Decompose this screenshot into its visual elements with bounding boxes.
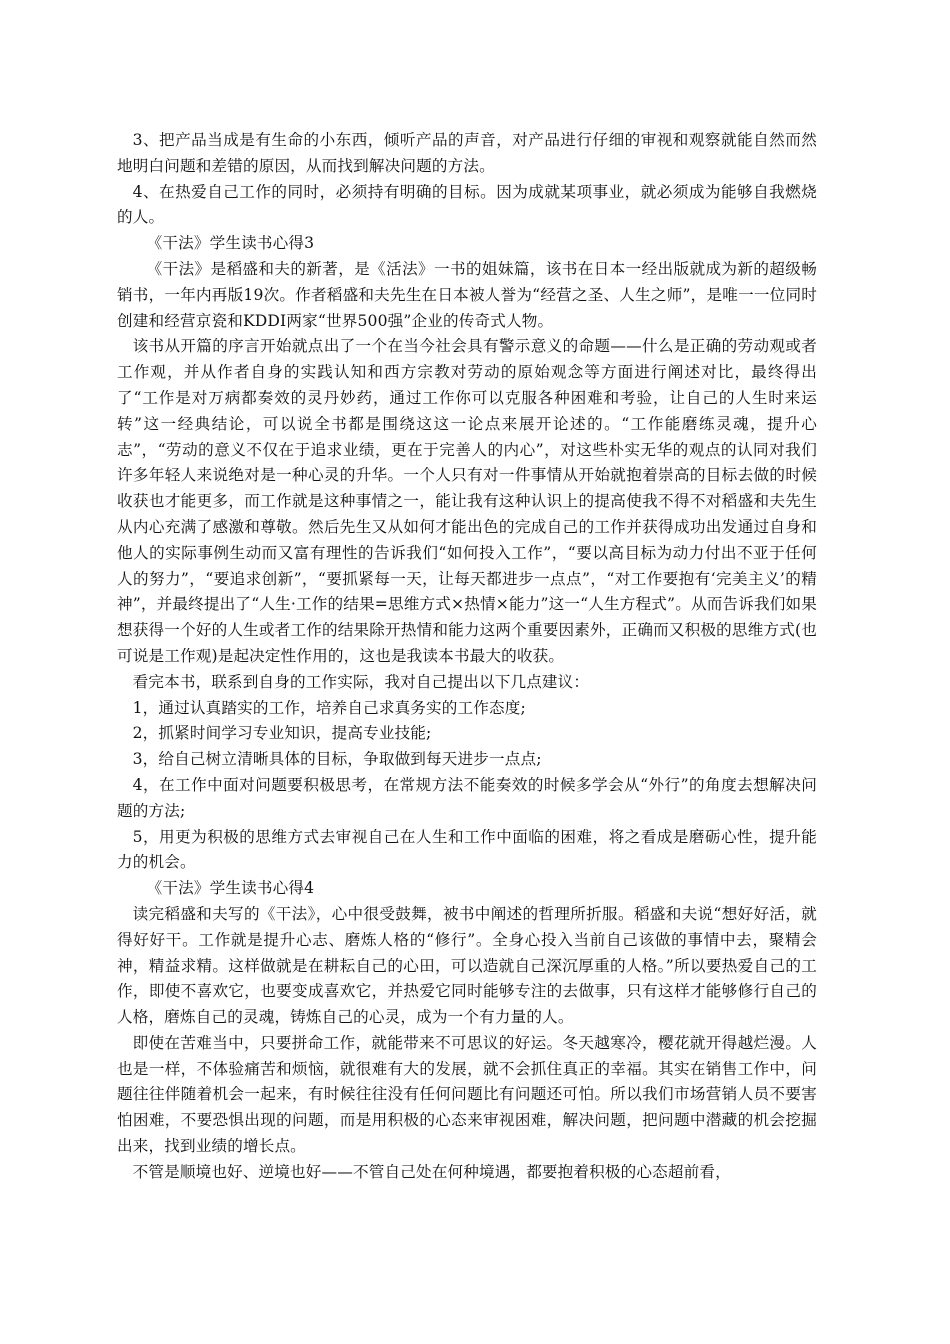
paragraph: 看完本书，联系到自身的工作实际，我对自己提出以下几点建议： [132,672,590,691]
paragraph: 即使在苦难当中，只要拼命工作，就能带来不可思议的好运。冬天越寒冷，樱花就开得越烂漫。人也是一样，不体验痛苦和烦恼，就很难有大的发展，就不会抓住真正的幸福。其实在销售工作中，问题往往伴随着机会一起来，有时候往往没有任何问题比有问题还可怕。所以我们市场营销人员不要害怕困难，不要恐惧出现的问题，而是用积极的心态来审视困难，解决问题，把问题中潜藏的机会挖掘出来，找到业绩的增长点。 [117,1033,817,1156]
list-item: 5，用更为积极的思维方式去审视自己在人生和工作中面临的困难，将之看成是磨砺心性，提升能力的机会。 [117,827,817,872]
section-heading: 《干法》学生读书心得3 [146,234,315,253]
paragraph: 读完稻盛和夫写的《干法》，心中很受鼓舞，被书中阐述的哲理所折服。稻盛和夫说“想好好活，就得好好干。工作就是提升心志、磨炼人格的“修行”。全身心投入当前自己该做的事情中去，聚精会神，精益求精。这样做就是在耕耘自己的心田，可以造就自己深沉厚重的人格。”所以要热爱自己的工作，即使不喜欢它，也要变成喜欢它，并热爱它同时能够专注的去做事，只有这样才能够修行自己的人格，磨炼自己的灵魂，铸炼自己的心灵，成为一个有力量的人。 [117,904,817,1027]
document-body [117,128,817,1186]
paragraph: 不管是顺境也好、逆境也好——不管自己处在何种境遇，都要抱着积极的心态超前看， [132,1162,731,1181]
paragraph: 《干法》是稻盛和夫的新著，是《活法》一书的姐妹篇，该书在日本一经出版就成为新的超级畅销书，一年内再版19次。作者稻盛和夫先生在日本被人誉为“经营之圣、人生之师”，是唯一一位同时创建和经营京瓷和KDDI两家“世界500强”企业的传奇式人物。 [117,259,817,330]
section-heading: 《干法》学生读书心得4 [146,879,315,898]
paragraph: 3、把产品当成是有生命的小东西，倾听产品的声音，对产品进行仔细的审视和观察就能自然而然地明白问题和差错的原因，从而找到解决问题的方法。 [117,131,817,175]
paragraph: 4、在热爱自己工作的同时，必须持有明确的目标。因为成就某项事业，就必须成为能够自我燃烧的人。 [117,182,817,227]
paragraph: 该书从开篇的序言开始就点出了一个在当今社会具有警示意义的命题——什么是正确的劳动观或者工作观，并从作者自身的实践认知和西方宗教对劳动的原始观念等方面进行阐述对比，最终得出了“工作是对万病都奏效的灵丹妙药，通过工作你可以克服各种困难和考验，让自己的人生时来运转”这一经典结论，可以说全书都是围绕这这一论点来展开论述的。“工作能磨练灵魂，提升心志”，“劳动的意义不仅在于追求业绩，更在于完善人的内心”，对这些朴实无华的观点的认同对我们许多年轻人来说绝对是一种心灵的升华。一个人只有对一件事情从开始就抱着崇高的目标去做的时候收获也才能更多，而工作就是这种事情之一，能让我有这种认识上的提高使我不得不对稻盛和夫先生从内心充满了感激和尊敬。然后先生又从如何才能出色的完成自己的工作并获得成功出发通过自身和他人的实际事例生动而又富有理性的告诉我们“如何投入工作”，“要以高目标为动力付出不亚于任何人的努力”，“要追求创新”，“要抓紧每一天，让每天都进步一点点”，“对工作要抱有‘完美主义’的精神”，并最终提出了“人生·工作的结果=思维方式×热情×能力”这一“人生方程式”。从而告诉我们如果想获得一个好的人生或者工作的结果除开热情和能力这两个重要因素外，正确而又积极的思维方式(也可说是工作观)是起决定性作用的，这也是我读本书最大的收获。 [117,337,817,665]
list-item: 2，抓紧时间学习专业知识，提高专业技能; [132,724,432,743]
list-item: 3，给自己树立清晰具体的目标，争取做到每天进步一点点; [132,750,542,769]
list-item: 1，通过认真踏实的工作，培养自己求真务实的工作态度; [132,698,526,717]
list-item: 4，在工作中面对问题要积极思考，在常规方法不能奏效的时候多学会从“外行”的角度去想解决问题的方法; [117,775,817,820]
